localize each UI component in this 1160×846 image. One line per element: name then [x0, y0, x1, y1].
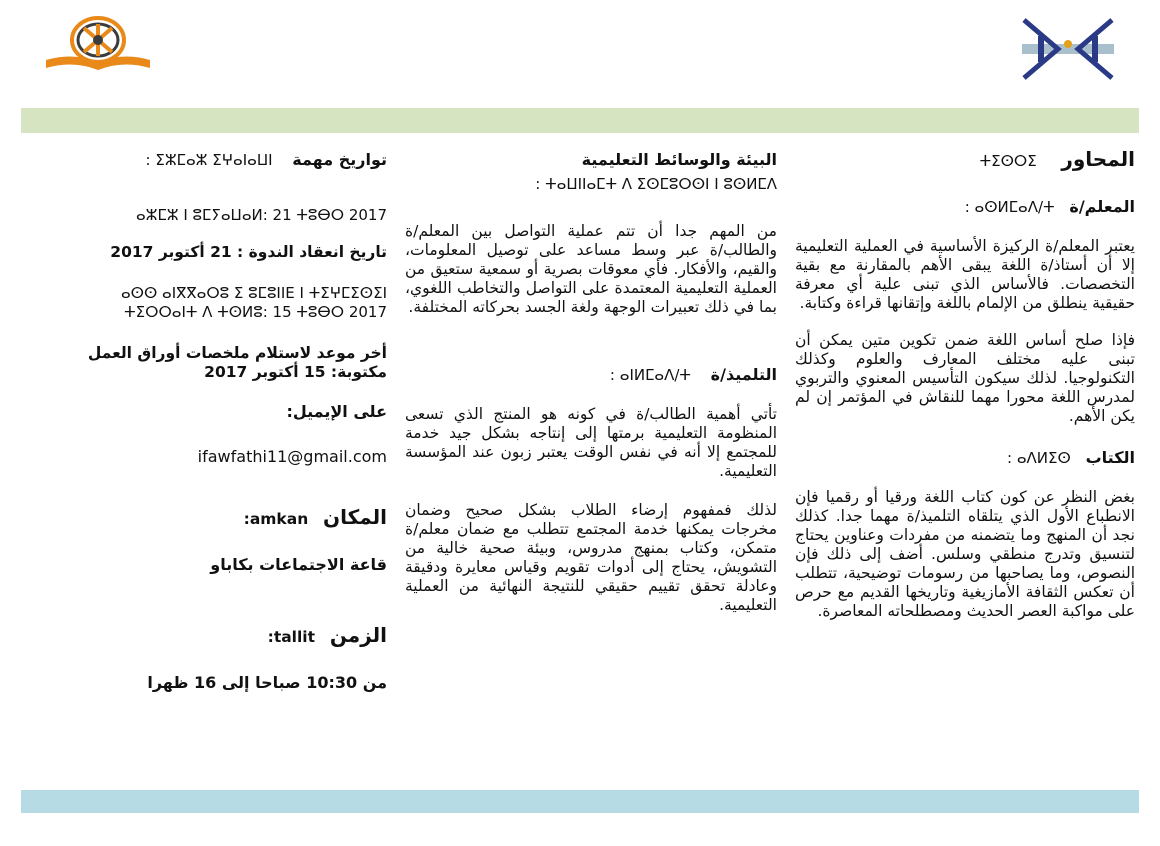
event-date: تاريخ انعقاد الندوة : 21 أكتوبر 2017 [110, 243, 387, 261]
book-title: الكتاب [1085, 448, 1135, 467]
environment-column [405, 150, 777, 615]
email-address[interactable]: ifawfathi11@gmail.com [197, 447, 387, 466]
axes-column [795, 147, 1135, 621]
environment-paragraph: من المهم جدا أن تتم عملية التواصل بين المعلم/ة والطالب/ة عبر وسط مساعد على توصيل المعلومات، والقيم، والأفكار. فأي معوقات بصرية أو سمعية ستعيق من العملية التعليمية المعتمدة على التواصل والتخاطب اللغوي، بما في ذلك تعبيرات الوجهة ولغة الجسد بحركاته المختلفة. [405, 222, 777, 316]
teacher-paragraph-1: يعتبر المعلم/ة الركيزة الأساسية في العملية التعليمية إلا أن أستاذ/ة اللغة يبقى الأهم بالمقارنة مع بقية التخصصات. فالأساس الذي تبنى علية أي معرفة حقيقية ينطلق من الإلمام باللغة وإتقانها قراءة وكتابة. [795, 237, 1135, 312]
place-label-latin: amkan [249, 510, 309, 528]
student-title: التلميذ/ة [710, 365, 777, 384]
time-label-latin: tallit [273, 628, 316, 646]
book-title-tifinagh: ⴰⴷⵍⵉⵙ : [1006, 449, 1071, 467]
axes-heading-tifinagh: ⵜⵉⵙⵔⵉ [979, 152, 1037, 170]
place-value: قاعة الاجتماعات بكاباو [210, 555, 387, 574]
header-band [21, 108, 1139, 133]
footer-band [21, 790, 1139, 813]
place-label: المكان [323, 505, 387, 529]
dates-heading: تواريخ مهمة [292, 150, 387, 169]
deadline-tifinagh-line2: ⵜⵉⵔⵔⴰⵏⵜ ⴷ ⵜⵙⵍⵓ: 15 ⵜⵓⴱⵔ 2017 [124, 303, 387, 321]
student-paragraph-2: لذلك فمفهوم إرضاء الطلاب بشكل صحيح وضمان مخرجات يمكنها خدمة المجتمع تتطلب مع ضمان معلم/ة متمكن، وكتاب بمنهج مدروس، وبيئة صحية خالية من التشويش، يحتاج إلى أدوات تقويم وقياس معايرة ودقيقة وعادلة تحقق تقييم حقيقي للنتيجة النهائية من العملية التعليمية. [405, 501, 777, 614]
dates-column [75, 150, 387, 692]
time-label: الزمن [329, 623, 387, 647]
teacher-title-tifinagh: ⴰⵙⵍⵎⴰⴷ/ⵜ : [964, 198, 1055, 216]
deadline-tifinagh-line1: ⴰⵙⵙ ⴰⵏⴳⴳⴰⵔⵓ ⵉ ⵓⵎⵓⵏⵏⴹ ⵏ ⵜⵉⵖⵎⵉⵙⵉⵏ [120, 284, 387, 302]
time-colon: : [267, 628, 274, 646]
teacher-title: المعلم/ة [1069, 197, 1135, 216]
student-paragraph-1: تأتي أهمية الطالب/ة في كونه هو المنتج الذي تسعى المنظومة التعليمية برمتها إلى إنتاجه بشكل جيد خدمة للمجتمع إلا أنه في نفس الوقت يعتبر زبون عند المؤسسة التعليمية. [405, 405, 777, 480]
time-value: من 10:30 صباحا إلى 16 ظهرا [147, 673, 387, 692]
environment-heading-tifinagh: ⵜⴰⵡⵏⵏⴰⵎⵜ ⴷ ⵉⵙⵎⵓⵔⵙⵏ ⵏ ⵓⵙⵍⵎⴷ : [535, 175, 777, 193]
email-label: على الإيميل: [286, 402, 387, 421]
dates-heading-tifinagh: ⵉⵣⵎⴰⵣ ⵉⵖⴰⵏⴰⵡⵏ : [145, 151, 273, 169]
deadline-date: أخر موعد لاستلام ملخصات أوراق العمل مكتوبة: 15 أكتوبر 2017 [87, 344, 387, 381]
tifinagh-logo [1018, 14, 1118, 86]
book-paragraph: بغض النظر عن كون كتاب اللغة ورقيا أو رقميا فإن الانطباع الأول الذي يتلقاه التلميذ/ة مهما جدا. كذلك نجد أن المنهج وما يتضمنه من مفردات وعناوين يحتاج لتنسيق وتدرج منطقي وسلس. أضف إلى ذلك فإن النصوص، وما يصاحبها من رسومات توضيحية، تتطلب أن تعكس الثقافة الأمازيغية وتاريخها القديم مع حرص على مواكبة العصر الحديث ومصطلحاته المعاصرة. [795, 488, 1135, 620]
teacher-paragraph-2: فإذا صلح أساس اللغة ضمن تكوين متين يمكن أن تبنى عليه مختلف المعارف والعلوم وكذلك التكنولوجيا. لذلك سيكون التأسيس المعنوي والتربوي لمدرس اللغة محورا مهما للنقاش في المؤتمر إن لم يكن الأهم. [795, 331, 1135, 425]
student-title-tifinagh: ⴰⵏⵍⵎⴰⴷ/ⵜ : [609, 366, 691, 384]
organization-logo [38, 12, 158, 82]
event-date-tifinagh: ⴰⵣⵎⵣ ⵏ ⵓⵎⵢⴰⵡⴰⵍ: 21 ⵜⵓⴱⵔ 2017 [135, 206, 387, 224]
environment-heading: البيئة والوسائط التعليمية [581, 150, 777, 169]
place-colon: : [243, 510, 250, 528]
axes-heading: المحاور [1061, 147, 1135, 171]
